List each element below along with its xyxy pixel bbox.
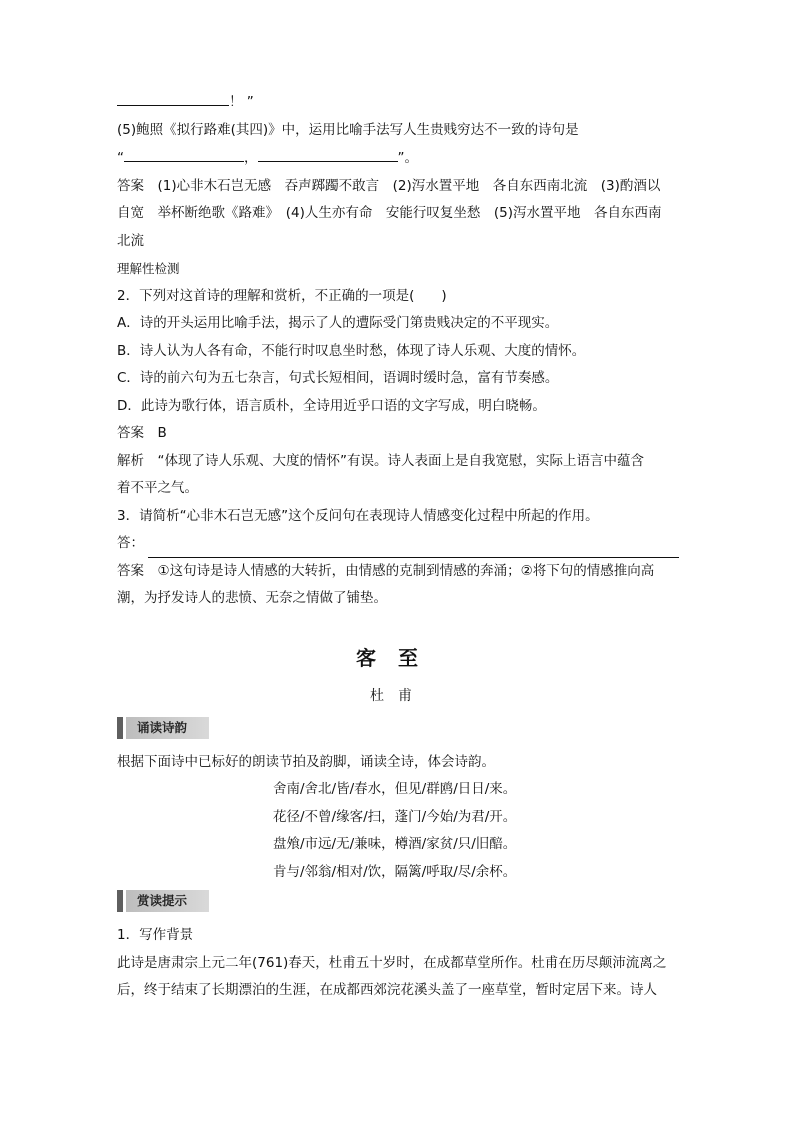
fill-blank[interactable] (117, 88, 229, 106)
recite-intro: 根据下面诗中已标好的朗读节拍及韵脚，诵读全诗，体会诗韵。 (117, 753, 495, 770)
q4-tail-text: ！ ” (229, 94, 254, 110)
section-tag-recite (117, 717, 209, 739)
background-line-2: 后，终于结束了长期漂泊的生涯，在成都西郊浣花溪头盖了一座草堂，暂时定居下来。诗人 (117, 982, 657, 998)
open-quote: “ (117, 150, 124, 166)
background-line-1: 此诗是唐肃宗上元二年(761)春天，杜甫五十岁时，在成都草堂所作。杜甫在历尽颠沛流离之 (117, 954, 667, 971)
poem-body (117, 776, 679, 886)
q2-option-b: B．诗人认为人各有命，不能行时叹息坐时愁，体现了诗人乐观、大度的情怀。 (117, 342, 586, 359)
fill-blank[interactable] (258, 144, 398, 162)
q2-option-c: C．诗的前六句为五七杂言，句式长短相间，语调时缓时急，富有节奏感。 (117, 370, 559, 386)
section-tag-label: 赏读提示 (137, 893, 188, 909)
q5-blanks-line (117, 144, 679, 173)
comma: ， (244, 150, 258, 166)
poem-author: 杜甫 (370, 687, 426, 704)
close-quote: ”。 (397, 150, 418, 166)
answer-line-1: 答案 (1)心非木石岂无感 吞声踯躅不敢言 (2)泻水置平地 各自东西南北流 (3)酌酒以 (117, 177, 661, 194)
background-heading: 1．写作背景 (117, 927, 194, 943)
q3-answer-2: 潮，为抒发诗人的悲愤、无奈之情做了铺垫。 (117, 590, 387, 606)
poem-line: 舍南/舍北/皆/春水，但见/群鸥/日日/来。 (273, 781, 517, 797)
q2-option-a: A．诗的开头运用比喻手法，揭示了人的遭际受门第贵贱决定的不平现实。 (117, 315, 559, 331)
q5-stem: (5)鲍照《拟行路难(其四)》中，运用比喻手法写人生贵贱穷达不一致的诗句是 (117, 121, 579, 138)
document-page (117, 88, 679, 1005)
poem-line: 盘飧/市远/无/兼味，樽酒/家贫/只/旧醅。 (273, 836, 517, 852)
answer-label: 答： (117, 535, 144, 551)
poem-title: 客至 (356, 645, 440, 670)
q3-stem: 3．请简析“心非木石岂无感”这个反问句在表现诗人情感变化过程中所起的作用。 (117, 507, 599, 524)
answer-line-2: 自宽 举杯断绝歌《路难》 (4)人生亦有命 安能行叹复坐愁 (5)泻水置平地 各自东西南 (117, 205, 662, 221)
q3-answer-field (117, 530, 679, 558)
q2-stem: 2．下列对这首诗的理解和赏析，不正确的一项是( ) (117, 287, 447, 304)
poem-line: 肯与/邻翁/相对/饮，隔篱/呼取/尽/余杯。 (273, 863, 517, 880)
poem-line: 花径/不曾/缘客/扫，蓬门/今始/为君/开。 (273, 808, 517, 825)
fill-blank[interactable] (124, 144, 244, 162)
section-label-understanding: 理解性检测 (117, 261, 180, 276)
q2-analysis-1: 解析 “体现了诗人乐观、大度的情怀”有误。诗人表面上是自我宽慰，实际上语言中蕴含 (117, 452, 644, 469)
section-tag-appreciate (117, 890, 209, 912)
q4-tail-line (117, 88, 679, 117)
section-tag-label: 诵读诗韵 (137, 719, 188, 735)
answer-line-3: 北流 (117, 232, 144, 249)
q2-option-d: D．此诗为歌行体，语言质朴，全诗用近乎口语的文字写成，明白晓畅。 (117, 397, 546, 414)
q2-analysis-2: 着不平之气。 (117, 480, 198, 496)
q2-answer: 答案 B (117, 425, 167, 441)
q3-answer-1: 答案 ①这句诗是诗人情感的大转折，由情感的克制到情感的奔涌；②将下句的情感推向高 (117, 562, 655, 579)
answer-blank[interactable] (148, 539, 679, 558)
